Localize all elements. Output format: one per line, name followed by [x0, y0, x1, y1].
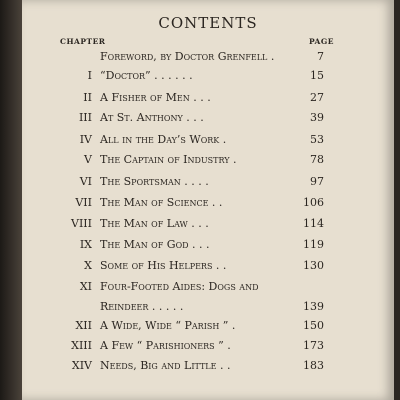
page-number: 130 — [303, 259, 324, 272]
page-number: 150 — [303, 319, 324, 332]
toc-entry-foreword — [22, 50, 394, 70]
toc-entry — [22, 217, 394, 237]
chapter-number: VII — [75, 196, 92, 209]
chapter-title: The Man of Science . . — [100, 196, 223, 209]
page-number: 7 — [317, 50, 324, 63]
chapter-number: XI — [79, 280, 92, 293]
toc-entry — [22, 238, 394, 258]
chapter-title: Needs, Big and Little . . — [100, 359, 231, 372]
chapter-number: VIII — [71, 217, 92, 230]
toc-entry — [22, 133, 394, 153]
page-number: 114 — [303, 217, 324, 230]
chapter-number: IX — [79, 238, 92, 251]
chapter-title: The Man of God . . . — [100, 238, 210, 251]
page-number: 27 — [310, 91, 324, 104]
toc-entry — [22, 91, 394, 111]
page-number: 78 — [310, 153, 324, 166]
chapter-title: All in the Day’s Work . — [100, 133, 227, 146]
chapter-title-continuation: Reindeer . . . . . — [100, 300, 184, 313]
page-number: 183 — [303, 359, 324, 372]
page-number: 15 — [310, 69, 324, 82]
page-number: 39 — [310, 111, 324, 124]
page-number: 119 — [303, 238, 324, 251]
toc-entry — [22, 153, 394, 173]
chapter-number: I — [87, 69, 92, 82]
toc-entry — [22, 259, 394, 279]
chapter-title: A Wide, Wide “ Parish ” . — [100, 319, 236, 332]
chapter-number: V — [84, 153, 92, 166]
chapter-number: III — [78, 111, 92, 124]
page-number: 53 — [310, 133, 324, 146]
toc-entry — [22, 175, 394, 195]
toc-entry — [22, 319, 394, 339]
contents-title: CONTENTS — [158, 14, 258, 32]
page-number: 139 — [303, 300, 324, 313]
toc-entry — [22, 280, 394, 300]
page-number: 173 — [303, 339, 324, 352]
chapter-title: The Man of Law . . . — [100, 217, 209, 230]
chapter-title: Four-Footed Aides: Dogs and — [100, 280, 259, 293]
page-column-header: PAGE — [308, 37, 334, 46]
chapter-number: IV — [79, 133, 92, 146]
page-number: 97 — [310, 175, 324, 188]
chapter-number: XIII — [71, 339, 92, 352]
chapter-column-header: CHAPTER — [60, 37, 106, 46]
toc-entry — [22, 69, 394, 89]
toc-entry — [22, 111, 394, 131]
chapter-title: The Captain of Industry . — [100, 153, 237, 166]
chapter-number: VI — [79, 175, 92, 188]
toc-entry — [22, 196, 394, 216]
chapter-title: A Few “ Parishioners ” . — [100, 339, 231, 352]
chapter-title: Foreword, by Doctor Grenfell . — [100, 50, 275, 63]
chapter-number: II — [83, 91, 92, 104]
toc-entry — [22, 339, 394, 359]
chapter-title: A Fisher of Men . . . — [100, 91, 211, 104]
chapter-title: The Sportsman . . . . — [100, 175, 209, 188]
chapter-number: X — [84, 259, 92, 272]
chapter-number: XII — [75, 319, 92, 332]
chapter-title: “Doctor” . . . . . . — [100, 69, 193, 82]
chapter-title: At St. Anthony . . . — [100, 111, 204, 124]
chapter-number: XIV — [71, 359, 92, 372]
book-gutter — [0, 0, 22, 400]
chapter-title: Some of His Helpers . . — [100, 259, 227, 272]
toc-entry — [22, 359, 394, 379]
book-page — [22, 0, 394, 400]
toc-entry-continuation — [22, 300, 394, 320]
page-number: 106 — [303, 196, 324, 209]
